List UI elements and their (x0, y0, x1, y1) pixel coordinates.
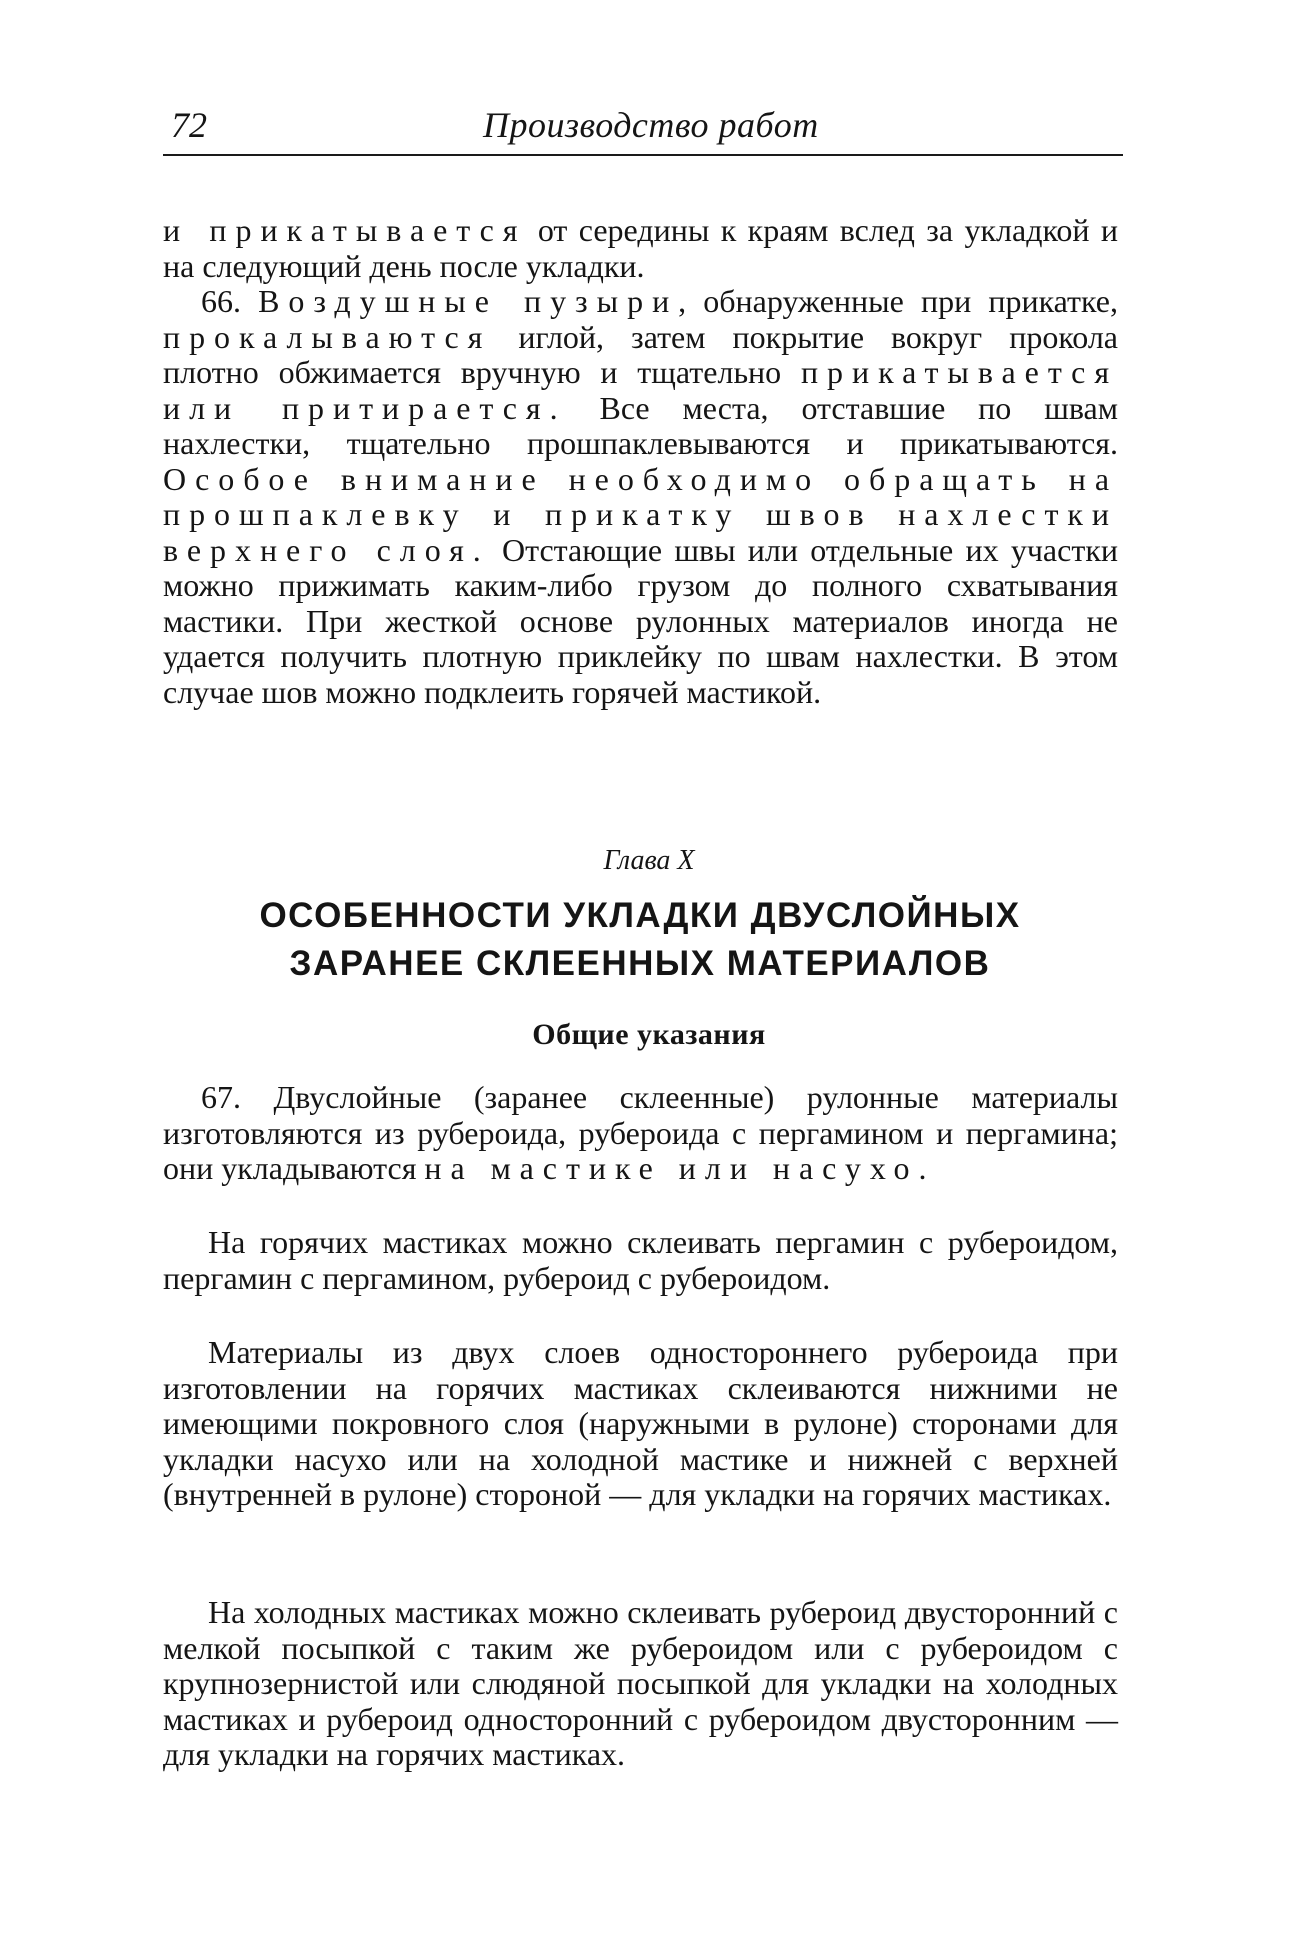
running-header (163, 104, 1123, 156)
paragraph-text: , обнаруженные при прикатке, (678, 283, 1118, 319)
paragraph-66 (163, 284, 1118, 710)
spaced-emphasis: Особое внимание необходимо обращать на прошпаклевку и прикатку швов нахлестки верхнего слоя. (163, 460, 1118, 568)
chapter-title (160, 892, 1120, 988)
paragraph-text: иглой, затем покрытие вокруг прокола плотно обжимается вручную и тщательно (163, 318, 1118, 390)
spaced-emphasis: прокалываются (163, 318, 492, 355)
spaced-emphasis: Воздушные пузыри (258, 283, 679, 319)
spaced-emphasis: на мастике или насухо. (424, 1150, 936, 1186)
paragraph-cold-mastics: На холодных мастиках можно склеивать рубероид двусторонний с мелкой посыпкой с таким же рубероидом или с рубероидом с крупнозернистой или слюдяной посыпкой для укладки на холодных мастиках и рубероид односторонний с рубероидом двусторонним — для укладки на горячих мастиках. (163, 1594, 1118, 1772)
paragraph-67 (163, 1080, 1118, 1187)
paragraph-number: 66. (201, 283, 241, 319)
section-heading: Общие указания (532, 1018, 766, 1051)
paragraph-text: Отстающие швы или отдельные их участки можно прижимать каким-либо грузом до полного схватывания мастики. При жесткой основе рулонных материалов иногда не удается получить плотную приклейку по швам нахлестки. В этом случае шов можно подклеить горячей мастикой. (163, 531, 1118, 710)
paragraph-hot-mastics: На горячих мастиках можно склеивать пергамин с рубероидом, пергамин с пергамином, рубероид с рубероидом. (163, 1224, 1118, 1296)
spaced-emphasis: и прикатывается (163, 212, 527, 248)
page-number: 72 (171, 105, 207, 145)
paragraph-text: Все места, отставшие по швам нахлестки, тщательно прошпаклевываются и прикатываются. (163, 389, 1118, 461)
chapter-title-line: ЗАРАНЕЕ СКЛЕЕННЫХ МАТЕРИАЛОВ (289, 944, 991, 983)
paragraph-text: от середины к краям вслед за укладкой и на следующий день после укладки. (163, 212, 1119, 284)
paragraph-materials: Материалы из двух слоев одностороннего рубероида при изготовлении на горячих мастиках склеиваются нижними не имеющими покровного слоя (наружными в рулоне) сторонами для укладки насухо или на холодной мастике и нижней с верхней (внутренней в рулоне) стороной — для укладки на горячих мастиках. (163, 1334, 1118, 1512)
chapter-title-line: ОСОБЕННОСТИ УКЛАДКИ ДВУСЛОЙНЫХ (259, 896, 1021, 935)
spaced-emphasis: прикатывается или притирается. (163, 354, 1118, 426)
chapter-label: Глава X (603, 845, 695, 876)
running-title: Производство работ (483, 105, 819, 145)
paragraph-continuation (163, 213, 1118, 284)
paragraph-text: 67. Двуслойные (заранее склеенные) рулонные материалы изготовляются из рубероида, рубероида с пергамином и пергамина; они укладываются (163, 1079, 1118, 1186)
